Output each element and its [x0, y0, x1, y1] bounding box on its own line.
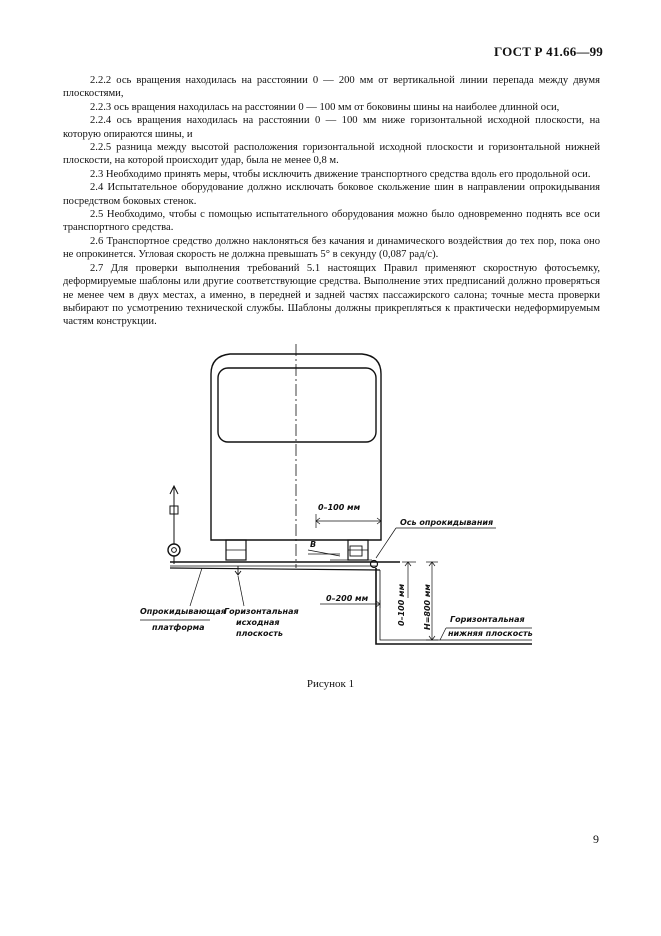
body-text	[63, 74, 600, 329]
figure-caption: Рисунок 1	[306, 678, 355, 690]
dim-0-200-label: 0–200 мм	[326, 594, 369, 603]
ref-plane-label-1: Горизонтальная	[224, 607, 299, 616]
lifting-pulley	[168, 544, 180, 556]
page-number: 9	[593, 832, 599, 846]
paragraph-2-2-4: 2.2.4 ось вращения находилась на расстоянии 0 — 100 мм ниже горизонтальной исходной плоскости, на которую опираются шины, и	[63, 115, 600, 140]
vehicle-window	[218, 368, 376, 442]
ref-plane-label-2: исходная	[236, 618, 280, 627]
tilting-platform-label-1: Опрокидывающая	[140, 607, 226, 616]
paragraph-2-7: 2.7 Для проверки выполнения требований 5.1 настоящих Правил применяют скоростную фотосъемку, деформируемые шаблоны или другие соответствующие средства. Выполнение этих предписаний должно проверяться не менее чем в двух местах, а именно, в передней и задней частях пассажирского салона; точные места проверки выбирают по усмотрению технической службы. Шаблоны должны прикрепляться к практически недеформируемым частям конструкции.	[63, 262, 600, 328]
paragraph-2-2-3: 2.2.3 ось вращения находилась на расстоянии 0 — 100 мм от боковины шины на наиболее длинной оси,	[90, 101, 560, 113]
paragraph-2-6: 2.6 Транспортное средство должно наклоняться без качания и динамического воздействия до тех пор, пока оно не опрокинется. Угловая скорость не должна превышать 5° в секунду (0,087 рад/с).	[63, 235, 600, 261]
tilting-platform-label-2: платформа	[152, 623, 205, 632]
low-plane-label-1: Горизонтальная	[450, 615, 525, 624]
paragraph-2-4: 2.4 Испытательное оборудование должно исключать боковое скольжение шин в направлении опрокидывания посредством боковых стенок.	[63, 182, 600, 207]
dim-0-100-top-label: 0–100 мм	[318, 503, 361, 512]
paragraph-2-3: 2.3 Необходимо принять меры, чтобы исключить движение транспортного средства вдоль его продольной оси.	[90, 168, 591, 180]
figure-drawing	[140, 338, 560, 658]
paragraph-2-5: 2.5 Необходимо, чтобы с помощью испытательного оборудования можно было одновременно поднять все оси транспортного средства.	[63, 209, 600, 234]
document-header: ГОСТ Р 41.66—99	[494, 44, 603, 59]
dim-h-label: H=800 мм	[423, 584, 432, 630]
paragraph-2-2-2: 2.2.2 ось вращения находилась на расстоянии 0 — 200 мм от вертикальной линии перепада между двумя плоскостями,	[63, 75, 600, 100]
angle-label: В	[310, 540, 317, 549]
figure-tilting-platform	[140, 338, 560, 658]
ref-plane-label-3: плоскость	[236, 629, 283, 638]
axis-label: Ось опрокидывания	[400, 518, 494, 527]
low-plane-label-2: нижняя плоскость	[448, 629, 533, 638]
paragraph-2-2-5: 2.2.5 разница между высотой расположения горизонтальной исходной плоскости и горизонтальной нижней плоскости, на которой происходит удар, была не менее 0,8 м.	[63, 142, 600, 167]
dim-0-100-vert-label: 0–100 мм	[397, 583, 406, 626]
